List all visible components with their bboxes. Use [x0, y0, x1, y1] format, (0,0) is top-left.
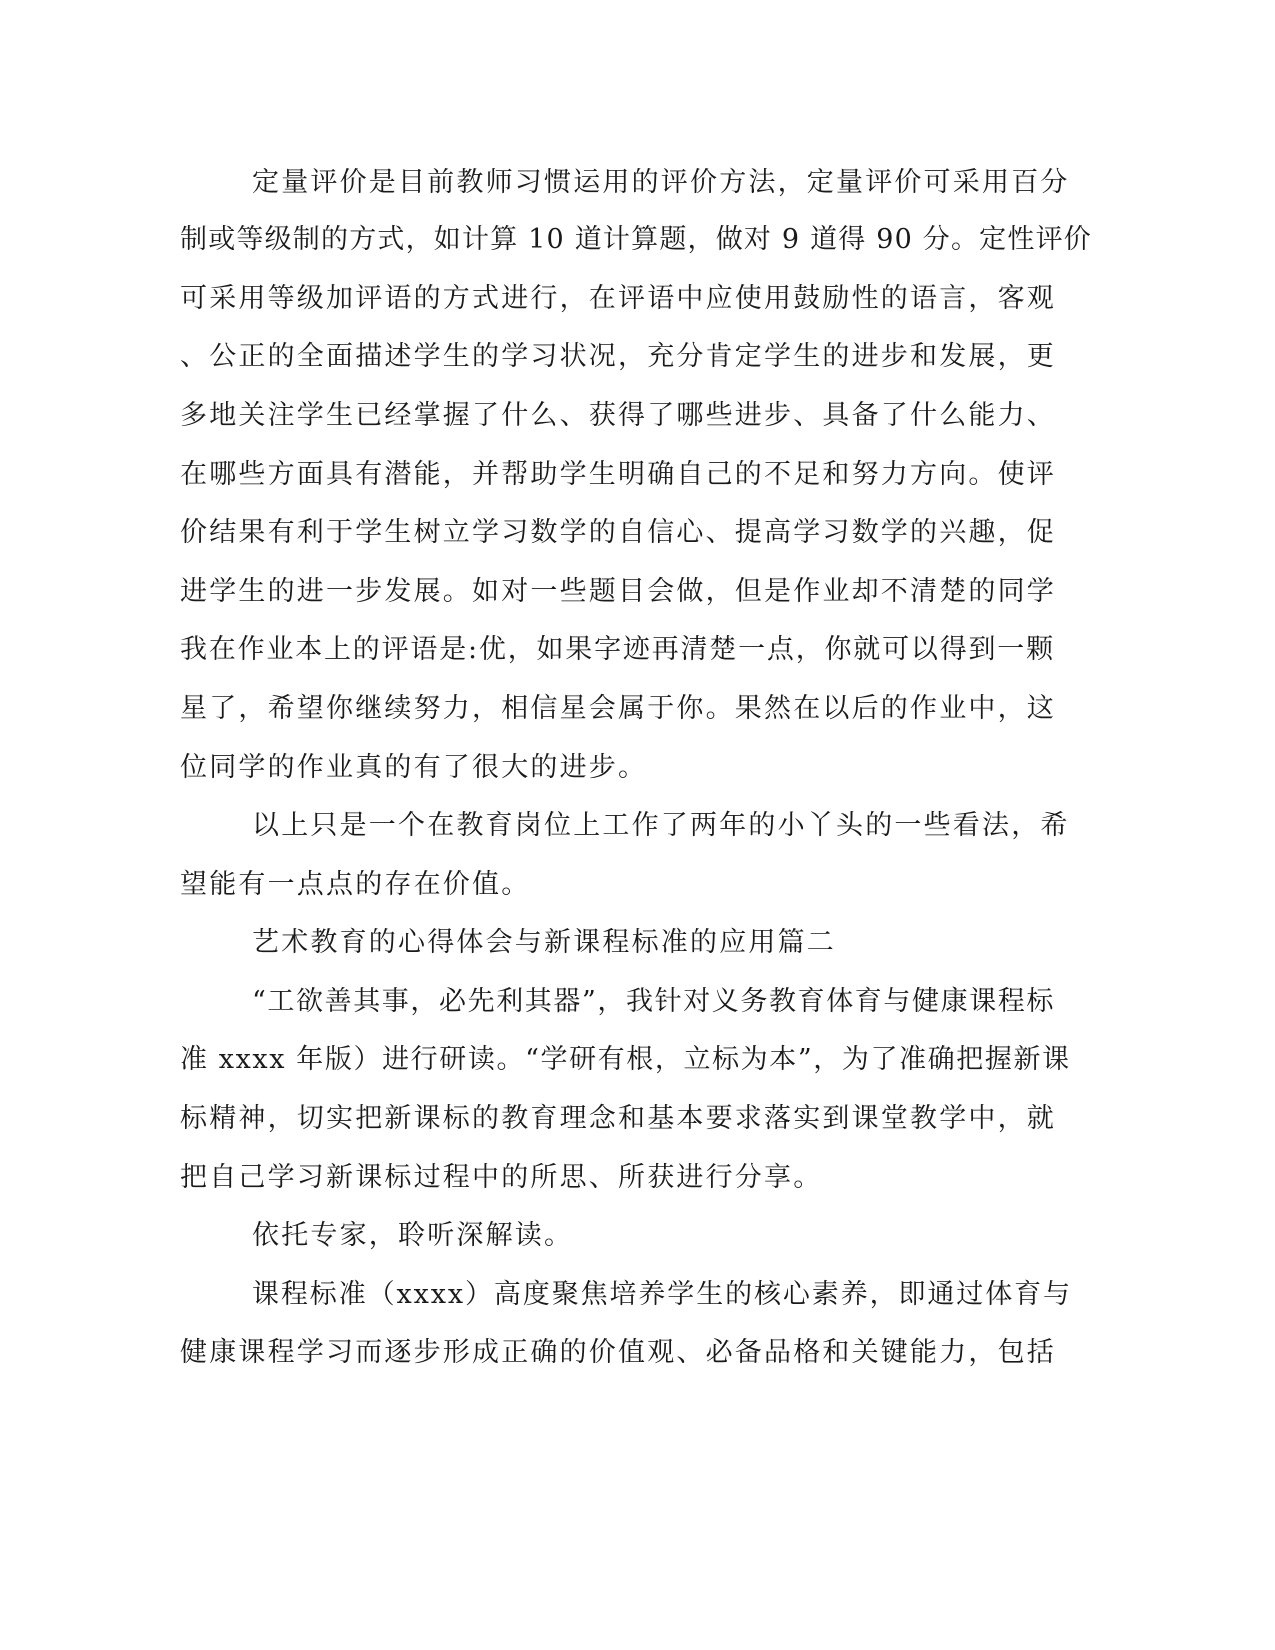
- text-line: 准 xxxx 年版）进行研读。“学研有根，立标为本”，为了准确把握新课: [180, 1044, 1071, 1075]
- text-line: 可采用等级加评语的方式进行，在评语中应使用鼓励性的语言，客观: [180, 283, 1056, 314]
- text-line: 把自己学习新课标过程中的所思、所获进行分享。: [180, 1162, 823, 1193]
- text-line: 以上只是一个在教育岗位上工作了两年的小丫头的一些看法，希: [252, 810, 1070, 841]
- text-line: 标精神，切实把新课标的教育理念和基本要求落实到课堂教学中，就: [180, 1103, 1056, 1134]
- text-line: 、公正的全面描述学生的学习状况，充分肯定学生的进步和发展，更: [180, 341, 1056, 372]
- text-line: 位同学的作业真的有了很大的进步。: [180, 752, 648, 783]
- text-line: “工欲善其事，必先利其器”，我针对义务教育体育与健康课程标: [252, 986, 1056, 1017]
- text-line: 课程标准（xxxx）高度聚焦培养学生的核心素养，即通过体育与: [252, 1279, 1072, 1310]
- text-line: 制或等级制的方式，如计算 10 道计算题，做对 9 道得 90 分。定性评价: [180, 224, 1092, 255]
- text-line: 依托专家，聆听深解读。: [252, 1220, 574, 1251]
- section-heading: 艺术教育的心得体会与新课程标准的应用篇二: [252, 927, 836, 958]
- text-line: 望能有一点点的存在价值。: [180, 869, 531, 900]
- text-line: 价结果有利于学生树立学习数学的自信心、提高学习数学的兴趣，促: [180, 517, 1056, 548]
- text-line: 进学生的进一步发展。如对一些题目会做，但是作业却不清楚的同学: [180, 576, 1056, 607]
- text-line: 我在作业本上的评语是:优，如果字迹再清楚一点，你就可以得到一颗: [180, 634, 1055, 665]
- text-line: 健康课程学习而逐步形成正确的价值观、必备品格和关键能力，包括: [180, 1337, 1056, 1368]
- text-line: 定量评价是目前教师习惯运用的评价方法，定量评价可采用百分: [252, 167, 1070, 198]
- text-line: 多地关注学生已经掌握了什么、获得了哪些进步、具备了什么能力、: [180, 400, 1056, 431]
- text-line: 星了，希望你继续努力，相信星会属于你。果然在以后的作业中，这: [180, 693, 1056, 724]
- text-line: 在哪些方面具有潜能，并帮助学生明确自己的不足和努力方向。使评: [180, 459, 1056, 490]
